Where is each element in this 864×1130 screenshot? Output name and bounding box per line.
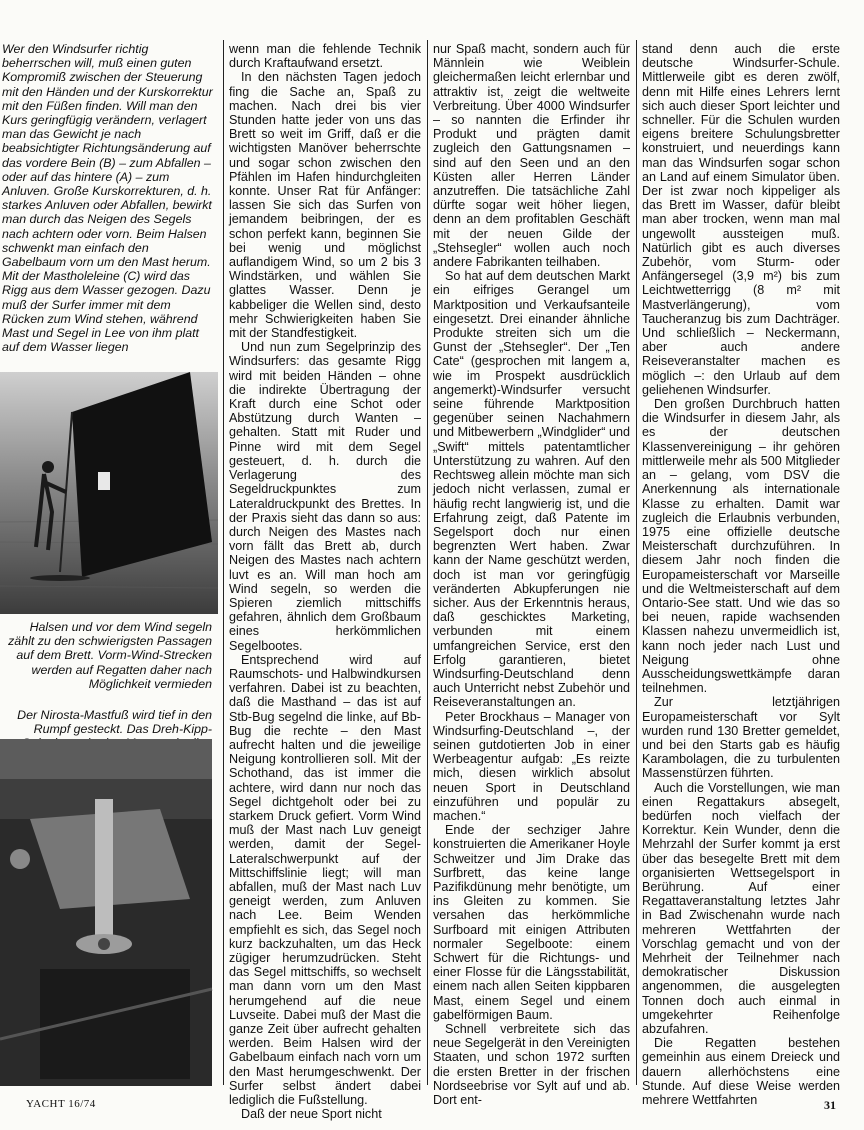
paragraph: Den großen Durchbruch hatten die Windsurfer in diesem Jahr, als es der deutschen Klassenvereinigung – ihr gehören mittlerweile mehr als 500 Mitglieder an – gelang, vom DSV die Anerkennung als internationale Klasse zu erhalten. Damit war zugleich die Erlaubnis verbunden, 1975 eine offizielle deutsche Meisterschaft durchzuführen. In diesem Jahr noch finden die Europameisterschaft vor Marseille und die Weltmeisterschaft auf dem Ontario-See statt. Und wie das so bei neuen, rapide wachsenden Klassen nahezu unvermeidlich ist, kann noch jeder nach Lust und Neigung ohne Ausscheidungswettkämpfe daran teilnehmen.	[642, 397, 840, 696]
paragraph: Zur letztjährigen Europameisterschaft vor Sylt wurden rund 130 Bretter gemeldet, und bei den Starts gab es häufig Karambolagen, die zu turbulenten Massenstürzen führten.	[642, 695, 840, 781]
paragraph: Entsprechend wird auf Raumschots- und Halbwindkursen verfahren. Dabei ist zu beachten, daß die Masthand – das ist auf Stb-Bug segelnd die linke, auf Bb-Bug die rechte – den Mast aufrecht halten und die jeweilige Neigung kontrollieren soll. Mit der Schothand, das ist immer die achtere, wird dann nur noch das Segel dichtgeholt oder bei zu starkem Druck gefiert. Vorm Wind muß der Mast nach Luv geneigt werden, damit der Segel-Lateralschwerpunkt auf der Mittschiffslinie liegt; will man abfallen, muß der Mast nach Luv geneigt werden, zum Anluven nach Lee. Beim Wenden empfiehlt es sich, das Segel noch kurz backzuhalten, um das Heck zügiger herumzudrücken. Steht das Segel mittschiffs, so wechselt man dann vorn um den Mast herumgehend auf die neue Luvseite. Dabei muß der Mast die ganze Zeit über aufrecht gehalten werden. Beim Halsen wird der Gabelbaum einfach nach vorn um den Mast herumgeschwenkt. Der Surfer selbst ändert dabei lediglich die Fußstellung.	[229, 652, 421, 1108]
column-rule-1	[223, 40, 224, 1085]
paragraph: Peter Brockhaus – Manager von Windsurfing-Deutschland –, der seinen gutdotierten Job in einer Werbeagentur aufgab: „Es reizte mich, diesen wirklich absolut neuen Sport in Deutschland einzuführen und populär zu machen.“	[433, 709, 630, 823]
magazine-issue: YACHT 16/74	[26, 1098, 96, 1110]
paragraph: stand denn auch die erste deutsche Windsurfer-Schule. Mittlerweile gibt es deren zwölf, denn mit Hilfe eines Lehrers lernt sich auch dieser Sport leichter und schneller. Für die Schulen wurden eigens breitere Schulungsbretter konstruiert, und neuerdings kann man das Windsurfen sogar schon an Land auf einem Simulator üben. Der ist zwar noch kippeliger als das Brett im Wasser, dafür bleibt man aber trocken, wenn man mal ungewollt aussteigen muß. Natürlich gibt es auch diverses Zubehör, vom Sturm- oder Anfängersegel (3,9 m²) bis zum Leichtwetterrigg (8 m² mit Mastverlängerung), vom Taucheranzug bis zum Dachträger. Und schließlich – Neckermann, aber auch andere Reiseveranstalter machen es möglich –: den Urlaub auf dem geliehenen Windsurfer.	[642, 42, 840, 397]
paragraph: nur Spaß macht, sondern auch für Männlein wie Weiblein gleichermaßen leicht erlernbar und attraktiv ist, zeigt die weltweite Verbreitung. Über 4000 Windsurfer – so nannten die Erfinder ihr Produkt und prägten damit zugleich den Gattungsnamen – sind auf den Seen und an den Küsten aller Herren Länder anzutreffen. Die tatsächliche Zahl dürfte sogar weit höher liegen, denn an dem profitablen Geschäft mit der neuen Gilde der „Stehsegler“ wollen auch noch andere Fabrikanten teilhaben.	[433, 42, 630, 270]
paragraph: Daß der neue Sport nicht	[241, 1107, 382, 1122]
paragraph: Ende der sechziger Jahre konstruierten die Amerikaner Hoyle Schweitzer und Jim Drake das Surfbrett, das keine lange Pazifikdünung mehr benötigte, um ins Gleiten zu kommen. Sie versahen das herkömmliche Surfboard mit einigen Attributen normaler Segelboote: einem Schwert für die Richtungs- und einer Flosse für die Längsstabilität, einem nach allen Seiten kippbaren Mast, einem Segel und einem gabelförmigen Baum.	[433, 823, 630, 1022]
column-rule-3	[636, 40, 637, 1085]
paragraph: So hat auf dem deutschen Markt ein eifriges Gerangel um Marktposition und Verkaufsanteile eingesetzt. Drei einander ähnliche Produkte streiten sich um die Gunst der „Stehsegler“. Der „Ten Cate“ (gesprochen mit langem a, wie im Prospekt ausdrücklich angemerkt)-Windsurfer versucht seine führende Marktposition gegenüber seinen Nachahmern und Mitbewerbern „Windglider“ und „Swift“ mittels patentamtlicher Unterstützung zu wahren. Auf den Rechtsweg allein möchte man sich jedoch nicht verlassen, zumal er häufig recht langwierig ist, und die Erfahrung zeigt, daß Patente im Segelsport doch nur einen begrenzten Wert haben. Zwar kann der Name geschützt werden, doch ist man vor geringfügig veränderten Abkupferungen nie sicher. Aus der Erkenntnis heraus, daß geschicktes Marketing, verbunden mit einem umfangreichen Service, erst den Erfolg garantieren, bietet Windsurfing-Deutschland denn auch Unterricht nebst Zubehör und Reiseveranstaltungen an.	[433, 269, 630, 710]
paragraph: Die Regatten bestehen gemeinhin aus einem Dreieck und dauern allerhöchstens eine Stunde. Auf diese Weise werden mehrere Wettfahrten	[642, 1036, 840, 1108]
windsurfer-photo-image	[0, 372, 218, 614]
mastfoot-photo	[0, 739, 212, 1086]
paragraph: In den nächsten Tagen jedoch fing die Sache an, Spaß zu machen. Nach drei bis vier Stunden hatte jeder von uns das Brett so weit im Griff, daß er die wichtigsten Manöver beherrschte und sogar schon zwischen den Pfählen im Hafen hindurchgleiten konnte. Unser Rat für Anfänger: lassen Sie sich das Surfen von jemandem beibringen, der es schon perfekt kann, beginnen Sie bei wenig und möglichst auflandigem Wind, so um 2 bis 3 Windstärken, und wählen Sie glattes Wasser. Denn je kabbeliger die Wellen sind, desto mehr Schwierigkeiten haben Sie mit der Standfestigkeit.	[229, 70, 421, 341]
paragraph: Auch die Vorstellungen, wie man einen Regattakurs absegelt, bedürfen noch vielfach der Korrektur. Kein Wunder, denn die Mehrzahl der Surfer kommt ja erst über das besegelte Brett mit dem organisierten Wettsegelsport in Berührung. Auf einer Regattaveranstaltung letztes Jahr in Bad Zwischenahn wurde nach mehreren Wettfahrten der Vorschlag gemacht und von der Mehrheit der Teilnehmer nach demokratischer Diskussion angenommen, die ausgelegten Tonnen doch auch einmal in umgekehrter Reihenfolge abzufahren.	[642, 780, 840, 1037]
photo1-caption: Halsen und vor dem Wind segeln zählt zu den schwierigsten Passagen auf dem Brett. Vorm-Wind-Strecken werden auf Regatten daher nach Möglichkeit vermieden	[8, 620, 212, 691]
paragraph: Und nun zum Segelprinzip des Windsurfers: das gesamte Rigg wird mit beiden Händen – ohne die indirekte Übertragung der Kraft durch eine Schot oder Abstützung durch Wanten – gehalten. Statt mit Ruder und Pinne wird mit dem Segel gesteuert, d. h. durch die Verlagerung des Segeldruckpunktes zum Lateraldruckpunkt des Brettes. In der Praxis sieht das dann so aus: durch Neigen des Mastes nach vorn fällt das Brett ab, durch Neigen des Mastes nach achtern luvt es an. Will man hoch am Wind segeln, so werden die Spieren ziemlich mittschiffs gefahren, ähnlich dem Großbaum eines herkömmlichen Segelbootes.	[229, 340, 421, 653]
paragraph: wenn man die fehlende Technik durch Kraftaufwand ersetzt.	[229, 42, 421, 71]
diagram-caption: Wer den Windsurfer richtig beherrschen will, muß einen guten Kompromiß zwischen der Steuerung mit den Händen und der Kurskorrektur mit den Füßen finden. Will man den Kurs geringfügig verändern, verlagert man das Gewicht je nach beabsichtigter Richtungsänderung auf das vordere Bein (B) – zum Abfallen – oder auf das hintere (A) – zum Anluven. Große Kurskorrekturen, d. h. starkes Anluven oder Abfallen, bewirkt man durch das Neigen des Segels nach achtern oder vorn. Beim Halsen schwenkt man einfach den Gabelbaum vorn um den Mast herum. Mit der Mastholeleine (C) wird das Rigg aus dem Wasser gezogen. Dazu muß der Surfer immer mit dem Rücken zum Wind stehen, während Mast und Segel in Lee von ihm platt auf dem Wasser liegen	[2, 42, 213, 355]
photo2-caption: Der Nirosta-Mastfuß wird tief in den Rumpf gesteckt. Das Dreh-Kipp-	[17, 708, 212, 737]
page-number: 31	[824, 1098, 836, 1112]
windsurfer-photo	[0, 372, 218, 614]
column-rule-2	[427, 40, 428, 1085]
mastfoot-photo-image	[0, 739, 212, 1086]
text-column-1	[229, 42, 421, 1122]
text-column-2	[433, 42, 630, 1108]
paragraph: Schnell verbreitete sich das neue Segelgerät in den Vereinigten Staaten, und schon 1972 surften die ersten Bretter in der frischen Nordseebrise vor Sylt auf und ab. Dort ent-	[433, 1022, 630, 1108]
left-strip	[0, 42, 218, 1086]
